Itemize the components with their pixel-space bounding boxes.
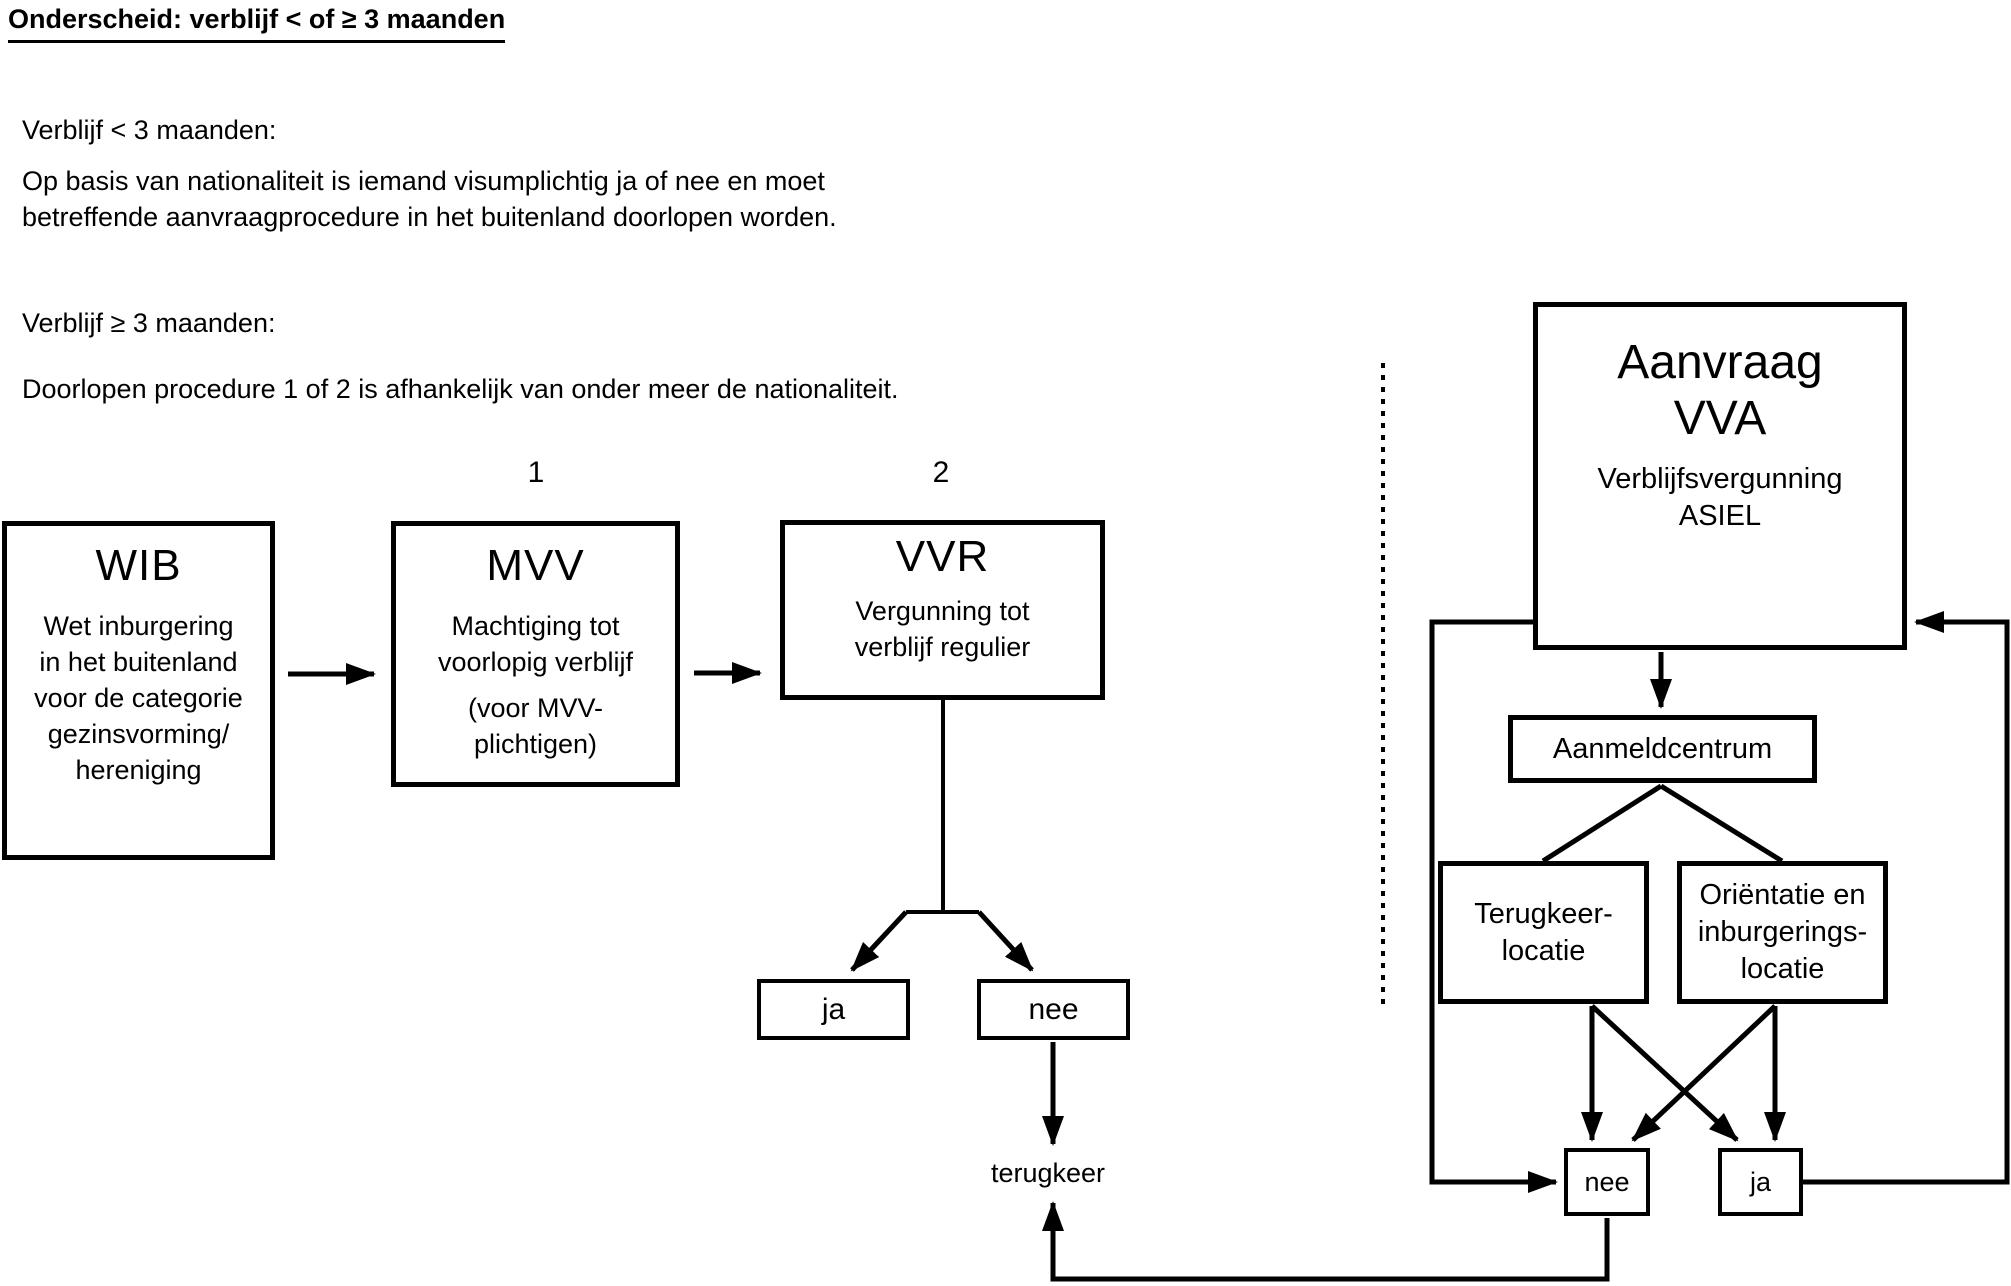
line-aanmeld-to-orientatielocatie	[1661, 786, 1782, 861]
orientatielocatie-line: Oriëntatie en	[1699, 879, 1866, 911]
vva-title-line2: VVA	[1673, 392, 1767, 445]
nee-label: nee	[1028, 992, 1079, 1026]
arrow-split-to-nee	[979, 912, 1032, 970]
ja-box-left	[757, 979, 910, 1040]
arrow-return-loop-to-terugkeer	[1053, 1203, 1607, 1279]
nee-label: nee	[1584, 1166, 1630, 1197]
mvv-line: Machtiging tot	[451, 611, 620, 641]
wib-line: Wet inburgering	[43, 611, 234, 641]
short-stay-heading: Verblijf < 3 maanden:	[22, 115, 277, 145]
vvr-description	[855, 593, 1031, 665]
line-aanmeld-to-terugkeerlocatie	[1543, 786, 1661, 861]
mvv-title: MVV	[486, 541, 585, 590]
arrow-terugkeerlocatie-to-ja	[1592, 1006, 1737, 1140]
mvv-box	[391, 521, 680, 787]
arrow-orientatie-to-nee	[1633, 1006, 1775, 1140]
nee-box-right	[1564, 1148, 1650, 1216]
ja-label: ja	[821, 992, 846, 1026]
orientatielocatie-box	[1677, 861, 1888, 1004]
short-stay-line1: Op basis van nationaliteit is iemand visumplichtig ja of nee en moet	[22, 166, 825, 196]
vvr-title: VVR	[895, 532, 990, 581]
terugkeerlocatie-line: Terugkeer-	[1474, 897, 1613, 930]
page-title: Onderscheid: verblijf < of ≥ 3 maanden	[8, 4, 505, 43]
short-stay-line2: betreffende aanvraagprocedure in het buitenland doorlopen worden.	[22, 202, 837, 232]
vva-box	[1533, 302, 1907, 650]
long-stay-body: Doorlopen procedure 1 of 2 is afhankelijk van onder meer de nationaliteit.	[22, 374, 899, 404]
vvr-line: Vergunning tot	[855, 596, 1030, 626]
mvv-line: (voor MVV-	[467, 693, 604, 723]
orientatielocatie-line: inburgerings-	[1697, 916, 1868, 948]
ja-box-right	[1718, 1148, 1803, 1216]
wib-line: gezinsvorming/	[47, 719, 230, 749]
vva-sub-line: ASIEL	[1678, 500, 1762, 532]
terugkeerlocatie-line: locatie	[1501, 934, 1586, 967]
aanmeldcentrum-label: Aanmeldcentrum	[1552, 732, 1773, 765]
wib-line: voor de categorie	[34, 683, 243, 713]
aanmeldcentrum-box	[1508, 715, 1817, 783]
procedure-1-label: 1	[527, 456, 545, 489]
wib-line: in het buitenland	[39, 647, 238, 677]
arrow-split-to-ja	[852, 912, 906, 970]
mvv-line: plichtigen)	[473, 729, 598, 759]
mvv-line: voorlopig verblijf	[437, 647, 634, 677]
wib-description	[34, 608, 243, 788]
orientatielocatie-line: locatie	[1740, 953, 1825, 985]
mvv-description	[438, 608, 633, 762]
procedure-2-label: 2	[932, 456, 950, 489]
vvr-line: verblijf regulier	[854, 632, 1031, 662]
terugkeer-label: terugkeer	[990, 1158, 1106, 1188]
vvr-box	[780, 520, 1105, 700]
vva-title-line1: Aanvraag	[1617, 336, 1823, 389]
long-stay-heading: Verblijf ≥ 3 maanden:	[22, 308, 276, 338]
terugkeerlocatie-box	[1438, 861, 1649, 1004]
wib-line: hereniging	[75, 755, 202, 785]
vva-sub-line: Verblijfsvergunning	[1597, 463, 1843, 495]
vva-subtitle	[1597, 461, 1842, 535]
ja-label: ja	[1749, 1166, 1771, 1197]
nee-box-left	[977, 979, 1130, 1040]
wib-title: WIB	[95, 541, 182, 590]
wib-box	[2, 521, 275, 860]
